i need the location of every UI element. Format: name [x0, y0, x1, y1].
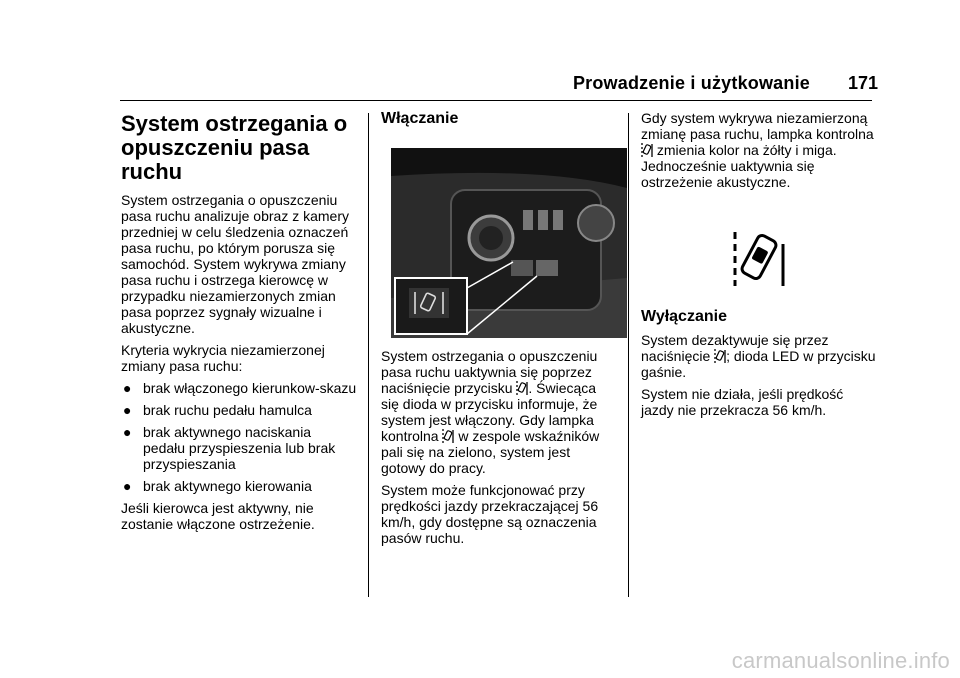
list-item: ● brak aktywnego kierowania: [123, 478, 312, 494]
speed-limit-paragraph: System nie działa, jeśli prędkość jazdy nie przekracza 56 km/h.: [641, 386, 844, 418]
switch-on-paragraph: System ostrzegania o opuszczeniu pasa ruchu uaktywnia się poprzez naciśnięcie przycisku . Świecąca się dioda w przycisku informuje, że system jest włączony. Gdy lampka kontrolna w zespole wskaźników pali się na zielono, system jest gotowy do pracy.: [381, 348, 600, 476]
lane-departure-icon: [442, 428, 454, 444]
bullet: ●: [123, 402, 132, 418]
intro-paragraph: System ostrzegania o opuszczeniu pasa ruchu analizuje obraz z kamery przedniej w celu śledzenia oznaczeń pasa ruchu, po którym porusza się samochód. System wykrywa zmiany pasa ruchu i ostrzega kierowcę w przypadku niezamierzonych zmian pasa poprzez sygnały wizualne i akustyczne.: [121, 192, 350, 336]
criteria-list: [121, 380, 357, 494]
column-divider: [628, 113, 629, 597]
list-item: ● brak aktywnego naciskania pedału przyspieszenia lub brak przyspieszania: [123, 424, 336, 472]
lane-departure-icon: [516, 380, 528, 396]
section-title: System ostrzegania o opuszczeniu pasa ruchu: [121, 111, 348, 184]
watermark: carmanualsonline.info: [731, 648, 950, 673]
list-item: ● brak ruchu pedału hamulca: [123, 402, 312, 418]
speed-condition-paragraph: System może funkcjonować przy prędkości jazdy przekraczającej 56 km/h, gdy dostępne są oznaczenia pasów ruchu.: [381, 482, 599, 546]
bullet: ●: [123, 478, 132, 494]
warning-paragraph: Gdy system wykrywa niezamierzoną zmianę pasa ruchu, lampka kontrolna zmienia kolor na żółty i miga. Jednocześnie uaktywnia się ostrzeżenie akustyczne.: [641, 110, 874, 190]
running-header: Prowadzenie i użytkowanie: [572, 73, 810, 93]
lane-departure-icon: [641, 142, 653, 158]
column-left: [121, 110, 357, 538]
lane-departure-icon: [714, 348, 726, 364]
column-middle: [381, 110, 617, 552]
bullet: ●: [123, 380, 132, 396]
heading-switching-off: Wyłączanie: [641, 308, 727, 325]
list-item: ● brak włączonego kierunkow-skazu: [123, 380, 357, 396]
bullet: ●: [123, 424, 132, 440]
page-number: 171: [847, 73, 878, 93]
heading-switching-on: Włączanie: [381, 110, 459, 127]
lane-departure-warning-icon: [729, 228, 789, 288]
dashboard-button-photo: [391, 148, 627, 338]
column-right: [641, 110, 877, 424]
driver-active-paragraph: Jeśli kierowca jest aktywny, nie zostanie włączone ostrzeżenie.: [121, 500, 315, 532]
column-divider: [368, 113, 369, 597]
header-rule: [120, 100, 872, 101]
criteria-intro: Kryteria wykrycia niezamierzonej zmiany pasa ruchu:: [121, 342, 325, 374]
switch-off-paragraph: System dezaktywuje się przez naciśnięcie ; dioda LED w przycisku gaśnie.: [641, 332, 876, 380]
